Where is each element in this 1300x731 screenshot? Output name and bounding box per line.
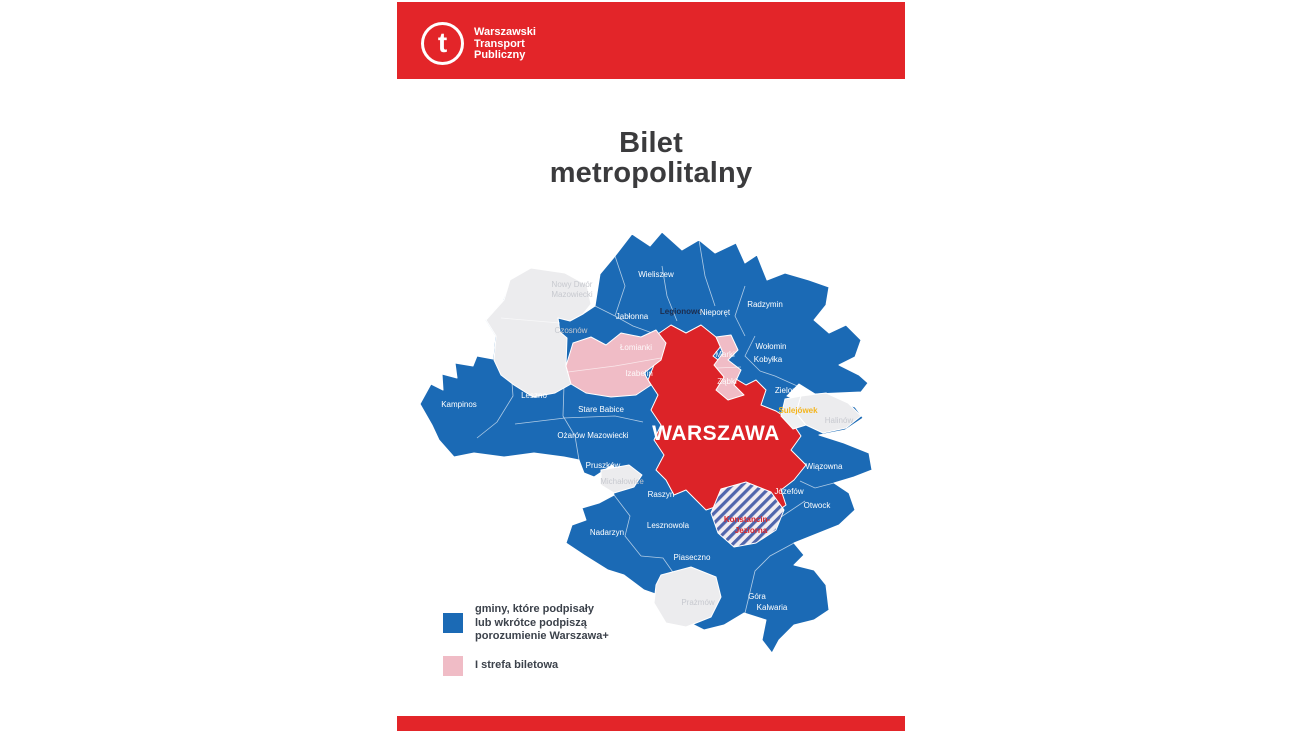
map-label: Nowy Dwór [551,280,593,289]
map-label: Prażmów [681,598,715,607]
footer-bar [397,716,905,731]
legend-item-first-zone [443,656,609,676]
map-label: Ząbki [717,377,737,386]
map-label: Legionowo [659,307,703,316]
map-label: Kalwaria [756,603,788,612]
map-label: Nieporęt [699,308,731,317]
map-label: Radzymin [747,300,783,309]
map-label: Józefów [774,487,804,496]
map-label: Wołomin [755,342,787,351]
legend-item-text [475,659,558,673]
map-label: Czosnów [554,326,588,335]
brand-line: Warszawski [474,26,536,38]
map-label: Izabelin [625,369,653,378]
map-label: Leszno [521,391,547,400]
metropolitan-map [415,226,875,656]
map-label: Jeziorna [734,526,768,535]
map-label: Ożarów Mazowiecki [557,431,629,440]
legend-item-signed-gminas [443,603,609,644]
map-label: Michałowice [600,477,644,486]
map-label: Sulejówek [778,406,818,415]
legend [443,603,609,688]
map-label: Góra [748,592,766,601]
map-label: Kampinos [441,400,477,409]
map-label: Zielonka [774,386,806,395]
legend-line: gminy, które podpisały [475,603,594,615]
brand-line: Publiczny [474,49,526,61]
wtp-logo-icon: t [421,22,464,65]
map-label: Marki [715,350,735,359]
map-label: Nadarzyn [589,528,625,537]
page-title-line2: metropolitalny [549,157,753,189]
legend-line: porozumienie Warszawa+ [475,630,609,642]
page-title-line1: Bilet [619,127,683,159]
header-bar [397,2,905,79]
brand-text [474,27,536,62]
map-label: Stare Babice [578,405,624,414]
blue-swatch-icon [443,613,463,633]
map-label: Pruszków [585,461,621,470]
map-label: WARSZAWA [652,422,780,445]
map-label: Lesznowola [646,521,690,530]
map-label: Wiązowna [805,462,843,471]
legend-item-text [475,603,609,644]
map-label: Mazowiecki [551,290,593,299]
signed-gminas-region [420,232,872,653]
map-label: Halinów [824,416,854,425]
map-label: Otwock [803,501,831,510]
map-label: Konstancin- [723,515,771,524]
map-label: Wieliszew [638,270,674,279]
map-label: Piaseczno [673,553,711,562]
legend-line: I strefa biletowa [475,658,559,671]
map-label: Jabłonna [615,312,649,321]
map-label: Kobyłka [753,355,783,364]
page-title [397,128,905,188]
map-label: Raszyn [647,490,675,499]
brand-line: Transport [474,37,525,50]
legend-line: lub wkrótce podpiszą [475,616,587,629]
map-label: Łomianki [619,343,653,352]
pink-swatch-icon [443,656,463,676]
